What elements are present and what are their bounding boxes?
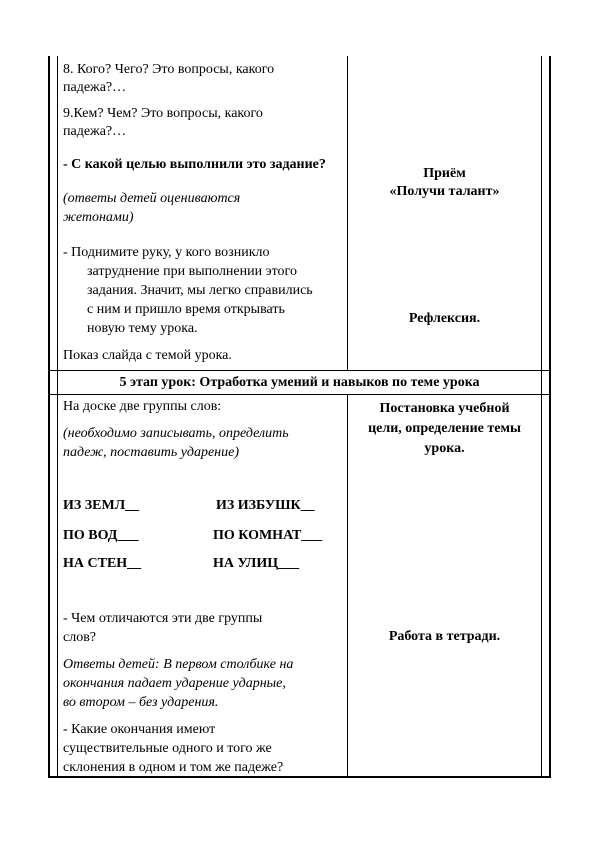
answer-line-2: окончания падает ударение ударные, [63,676,286,691]
table-left-border [48,56,50,778]
endings-question-line-2: существительные одного и того же [63,741,272,756]
raise-hand-line-4: с ним и пришло время открывать [87,302,285,317]
raise-hand-line-5: новую тему урока. [87,321,198,336]
answer-line-3: во втором – без ударения. [63,695,219,710]
question-8-line-2: падежа?… [63,80,127,95]
raise-hand-line-2: затруднение при выполнении этого [87,264,297,279]
instruction-line-2: падеж, поставить ударение) [63,445,239,460]
raise-hand-line-1: - Поднимите руку, у кого возникло [63,245,270,260]
goal-setting-line-3: урока. [424,441,465,456]
raise-hand-line-3: задания. Значит, мы легко справились [87,283,313,298]
token-note-line-1: (ответы детей оцениваются [63,191,241,206]
question-9-line-1: 9.Кем? Чем? Это вопросы, какого [63,106,263,121]
goal-setting-line-2: цели, определение темы [368,421,521,436]
instruction-line-1: (необходимо записывать, определить [63,426,289,441]
word-group-2-item-1: ИЗ ИЗБУШК__ [216,498,315,513]
answer-line-1: Ответы детей: В первом столбике на [63,657,294,672]
endings-question-line-1: - Какие окончания имеют [63,722,216,737]
goal-setting-line-1: Постановка учебной [379,401,510,416]
table-right-border [549,56,551,778]
word-group-1-item-2: ПО ВОД___ [63,528,139,543]
word-group-2-item-3: НА УЛИЦ___ [213,556,300,571]
difference-question-line-2: слов? [63,630,97,645]
goal-question: - С какой целью выполнили это задание? [63,157,326,172]
token-note-line-2: жетонами) [63,210,134,225]
stage-row-top-border [48,370,551,371]
table-inner-right-border [541,56,542,778]
notebook-work-label: Работа в тетради. [388,629,501,644]
technique-line-1: Приём [423,166,466,181]
question-8-line-1: 8. Кого? Чего? Это вопросы, какого [63,62,275,77]
stage-row-bottom-border [48,394,551,395]
word-group-1-item-1: ИЗ ЗЕМЛ__ [63,498,140,513]
table-inner-left-border [57,56,58,778]
technique-line-2: «Получи талант» [389,184,500,199]
reflection-label: Рефлексия. [408,311,481,326]
word-group-2-item-2: ПО КОМНАТ___ [213,528,323,543]
slide-text: Показ слайда с темой урока. [63,348,232,363]
question-9-line-2: падежа?… [63,124,127,139]
board-intro: На доске две группы слов: [63,399,222,414]
endings-question-line-3: склонения в одном и том же падеже? [63,760,284,775]
word-group-1-item-3: НА СТЕН__ [63,556,142,571]
difference-question-line-1: - Чем отличаются эти две группы [63,611,263,626]
stage-header: 5 этап урок: Отработка умений и навыков по теме урока [119,375,480,390]
